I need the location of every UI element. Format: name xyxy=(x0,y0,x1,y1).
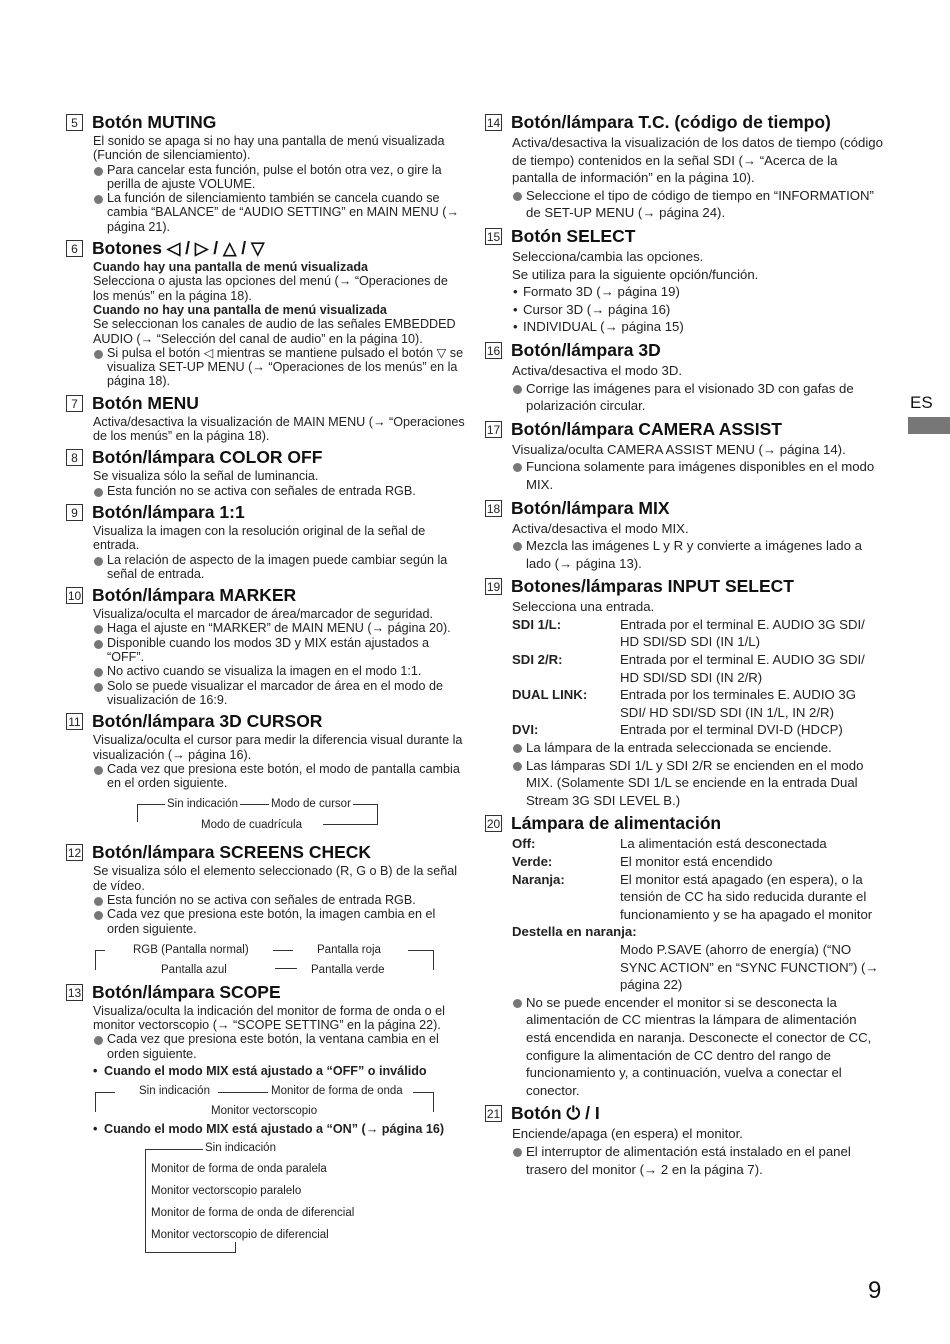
section-number: 9 xyxy=(66,504,83,521)
diagram-label: Pantalla verde xyxy=(311,963,385,976)
diagram-line xyxy=(235,1241,236,1253)
definition-term: Verde: xyxy=(512,854,553,869)
section-body xyxy=(512,520,885,573)
bullet-item: Esta función no se activa con señales de entrada RGB. xyxy=(93,484,466,498)
section-body xyxy=(93,260,466,389)
bullet-item: No se puede encender el monitor si se desconecta la alimentación de CC mientras la lámpara de alimentación está encendida en naranja. Desconecte el conector de CC, configure la alimentación de CC dentro del rango de funcionamiento y, a continuación, vuelva a conectar el conector. xyxy=(512,994,885,1100)
section-body xyxy=(93,134,466,234)
diagram-line xyxy=(145,1149,203,1150)
bullet-item: Si pulsa el botón ◁ mientras se mantiene pulsado el botón ▽ se visualiza SET-UP MENU (→ “Operaciones de los menús” en la página 18). xyxy=(93,346,466,389)
bullet-item: Funciona solamente para imágenes disponibles en el modo MIX. xyxy=(512,458,885,493)
subheading: Cuando hay una pantalla de menú visualizada xyxy=(93,260,369,275)
bullet-item: Disponible cuando los modos 3D y MIX están ajustados a “OFF”. xyxy=(93,636,466,665)
section-14 xyxy=(485,112,885,222)
section-number: 14 xyxy=(486,116,501,130)
section-body xyxy=(512,134,885,222)
section-5 xyxy=(66,112,466,234)
section-number: 6 xyxy=(66,240,83,257)
section-header xyxy=(485,340,885,361)
section-header xyxy=(66,982,466,1003)
bullet-item: Corrige las imágenes para el visionado 3D con gafas de polarización circular. xyxy=(512,380,885,415)
section-number: 5 xyxy=(66,114,83,131)
diagram-label: Modo de cuadrícula xyxy=(201,819,303,832)
section-20 xyxy=(485,813,885,1099)
paragraph: Activa/desactiva el modo 3D. xyxy=(512,362,683,378)
definition-value: Entrada por el terminal DVI-D (HDCP) xyxy=(620,722,843,738)
section-number: 10 xyxy=(67,589,82,604)
section-header xyxy=(485,813,885,834)
definition-row xyxy=(512,721,885,739)
section-body xyxy=(512,441,885,494)
definition-row xyxy=(512,686,885,721)
bullet-item: Cada vez que presiona este botón, la imagen cambia en el orden siguiente. xyxy=(93,907,466,936)
section-number: 11 xyxy=(66,713,83,730)
dot-item: • Cursor 3D (→ página 16) xyxy=(512,301,885,319)
bullet-item: No activo cuando se visualiza la imagen en el modo 1:1. xyxy=(93,664,466,678)
section-17 xyxy=(485,419,885,494)
section-21 xyxy=(485,1103,885,1178)
definition-value: La alimentación está desconectada xyxy=(620,836,827,852)
definition-term: SDI 2/R: xyxy=(512,652,563,668)
section-8 xyxy=(66,447,466,498)
subheading: Destella en naranja: xyxy=(512,924,637,940)
diagram-label: Pantalla azul xyxy=(161,963,227,976)
section-body xyxy=(93,733,466,838)
diagram-line xyxy=(408,950,433,951)
definition-row xyxy=(512,853,885,871)
diagram-label: Monitor vectorscopio xyxy=(211,1105,318,1118)
section-header xyxy=(66,447,466,468)
bullet-item: El interruptor de alimentación está instalado en el panel trasero del monitor (→ 2 en la página 7). xyxy=(512,1143,885,1178)
paragraph: Selecciona o ajusta las opciones del menú (→ “Operaciones de los menús” en la página 18). xyxy=(93,274,448,303)
bullet-item: Mezcla las imágenes L y R y convierte a imágenes lado a lado (→ página 13). xyxy=(512,537,885,572)
section-11 xyxy=(66,711,466,838)
section-header xyxy=(485,419,885,440)
bullet-item: Esta función no se activa con señales de entrada RGB. xyxy=(93,893,466,907)
section-15 xyxy=(485,226,885,336)
diagram-line xyxy=(433,1092,434,1112)
diagram-label: Monitor de forma de onda paralela xyxy=(151,1162,327,1175)
section-number: 19 xyxy=(486,580,501,595)
section-body xyxy=(512,362,885,415)
diagram-label: Pantalla roja xyxy=(317,943,381,956)
cursor-cycle-diagram xyxy=(93,794,466,838)
scope-on-label: • Cuando el modo MIX está ajustado a “ON” (→ página 16) xyxy=(93,1122,466,1136)
diagram-line xyxy=(95,950,96,970)
section-title: Botón/lámpara COLOR OFF xyxy=(92,447,323,468)
section-title: Botón/lámpara T.C. (código de tiempo) xyxy=(511,112,831,132)
section-title: Botón/lámpara 3D CURSOR xyxy=(92,711,323,732)
bullet-item: La función de silenciamiento también se cancela cuando se cambia “BALANCE” de “AUDIO SETTING” en MAIN MENU (→ página 21). xyxy=(93,191,466,234)
dot-item: • Formato 3D (→ página 19) xyxy=(512,283,885,301)
section-18 xyxy=(485,498,885,573)
bullet-item: Seleccione el tipo de código de tiempo en “INFORMATION” de SET-UP MENU (→ página 24). xyxy=(512,187,885,222)
section-title: Botón/lámpara MIX xyxy=(511,497,670,518)
definition-value: Entrada por el terminal E. AUDIO 3G SDI/ HD SDI/SD SDI (IN 2/R) xyxy=(620,652,865,685)
section-header xyxy=(485,498,885,519)
scope-on-diagram xyxy=(93,1141,466,1257)
paragraph: Se visualiza sólo el elemento seleccionado (R, G o B) de la señal de vídeo. xyxy=(93,864,458,893)
section-header xyxy=(66,711,466,732)
diagram-label: Modo de cursor xyxy=(271,798,351,811)
paragraph: Activa/desactiva la visualización de MAIN MENU (→ “Operaciones de los menús” en la página 18). xyxy=(93,414,465,444)
paragraph: Se seleccionan los canales de audio de las señales EMBEDDED AUDIO (→ “Selección del canal de audio” en la página 10). xyxy=(93,317,456,346)
section-title: Lámpara de alimentación xyxy=(511,813,722,834)
diagram-line xyxy=(218,1092,268,1093)
definition-value: El monitor está encendido xyxy=(620,854,773,869)
paragraph: Activa/desactiva el modo MIX. xyxy=(512,520,689,536)
diagram-line xyxy=(413,1092,433,1093)
section-13 xyxy=(66,982,466,1257)
section-title: Botones ◁ / ▷ / △ / ▽ xyxy=(92,238,265,259)
diagram-label: Sin indicación xyxy=(139,1085,210,1098)
diagram-line xyxy=(275,968,297,969)
diagram-line xyxy=(377,804,378,824)
definition-value: Entrada por el terminal E. AUDIO 3G SDI/ HD SDI/SD SDI (IN 1/L) xyxy=(620,616,865,650)
diagram-line xyxy=(145,1149,146,1253)
paragraph: Visualiza/oculta la indicación del monitor de forma de onda o el monitor vectorscopio (→ “SCOPE SETTING” en la página 22). xyxy=(93,1003,445,1033)
definition-row xyxy=(512,616,885,651)
page-number: 9 xyxy=(868,1277,882,1304)
section-header xyxy=(485,226,885,247)
section-body xyxy=(93,607,466,707)
section-title: Botón SELECT xyxy=(511,225,636,246)
paragraph: Visualiza la imagen con la resolución original de la señal de entrada. xyxy=(93,523,426,553)
section-body xyxy=(512,248,885,336)
bullet-item: La relación de aspecto de la imagen puede cambiar según la señal de entrada. xyxy=(93,553,466,582)
section-title: Botón MENU xyxy=(92,392,199,413)
section-16 xyxy=(485,340,885,415)
diagram-line xyxy=(273,950,293,951)
diagram-line xyxy=(137,804,138,822)
section-number: 18 xyxy=(486,501,501,516)
definition-term: Naranja: xyxy=(512,871,565,887)
paragraph: Visualiza/oculta CAMERA ASSIST MENU (→ página 14). xyxy=(512,441,846,457)
paragraph: Visualiza/oculta el cursor para medir la diferencia visual durante la visualización (→ página 16). xyxy=(93,733,463,762)
diagram-label: Monitor de forma de onda xyxy=(271,1085,403,1098)
diagram-line xyxy=(95,1092,115,1093)
section-body xyxy=(93,524,466,581)
section-header xyxy=(485,1103,885,1124)
section-header xyxy=(66,393,466,414)
section-body xyxy=(93,1004,466,1257)
dot-item: • INDIVIDUAL (→ página 15) xyxy=(512,318,885,336)
section-number: 21 xyxy=(486,1107,501,1122)
section-9 xyxy=(66,502,466,581)
section-body xyxy=(512,598,885,809)
screens-cycle-diagram xyxy=(93,940,466,978)
diagram-label: Monitor vectorscopio paralelo xyxy=(151,1184,302,1197)
section-body xyxy=(93,415,466,444)
bullet-item: Para cancelar esta función, pulse el botón otra vez, o gire la perilla de ajuste VOLUME. xyxy=(93,163,466,192)
scope-off-label: • Cuando el modo MIX está ajustado a “OFF” o inválido xyxy=(93,1064,466,1078)
definition-value: El monitor está apagado (en espera), o la tensión de CC ha sido reducida durante el funcionamiento y se ha apagado el monitor xyxy=(620,871,873,922)
diagram-label: Sin indicación xyxy=(205,1141,276,1154)
definition-value: Entrada por los terminales E. AUDIO 3G SDI/ HD SDI/SD SDI (IN 1/L, IN 2/R) xyxy=(620,687,857,720)
definition-term: SDI 1/L: xyxy=(512,616,562,632)
section-12 xyxy=(66,842,466,977)
section-title: Botón MUTING xyxy=(92,112,217,132)
section-number: 20 xyxy=(486,817,501,832)
indented-text: Modo P.SAVE (ahorro de energía) (“NO SYNC ACTION” en “SYNC FUNCTION”) (→ página 22) xyxy=(620,941,879,993)
section-title: Botón/lámpara 1:1 xyxy=(92,501,245,522)
section-title: Botón ⏻ / I xyxy=(511,1103,600,1124)
section-number: 13 xyxy=(67,985,82,1000)
paragraph: Se utiliza para la siguiente opción/función. xyxy=(512,266,759,282)
diagram-line xyxy=(323,824,378,825)
paragraph: Visualiza/oculta el marcador de área/marcador de seguridad. xyxy=(93,607,433,622)
section-body xyxy=(93,864,466,977)
bullet-item: La lámpara de la entrada seleccionada se enciende. xyxy=(512,739,885,757)
diagram-line xyxy=(145,1252,235,1253)
bullet-item: Cada vez que presiona este botón, la ventana cambia en el orden siguiente. xyxy=(93,1032,466,1061)
section-7 xyxy=(66,393,466,444)
section-body xyxy=(512,1125,885,1178)
paragraph: Activa/desactiva la visualización de los datos de tiempo (código de tiempo) contenidos en la señal SDI (→ “Acerca de la pantalla de información” en la página 10). xyxy=(512,135,883,186)
section-header xyxy=(66,238,466,259)
definition-row xyxy=(512,871,885,924)
paragraph: Selecciona una entrada. xyxy=(512,599,655,615)
section-title: Botones/lámparas INPUT SELECT xyxy=(511,576,794,597)
subheading: Cuando no hay una pantalla de menú visualizada xyxy=(93,302,387,317)
definition-term: Off: xyxy=(512,836,536,852)
section-header xyxy=(66,842,466,863)
scope-off-diagram xyxy=(93,1082,466,1118)
section-number: 12 xyxy=(67,846,82,861)
section-body xyxy=(512,835,885,1099)
language-tab-label: ES xyxy=(910,393,933,412)
language-tab-bar xyxy=(908,417,950,434)
section-title: Botón/lámpara CAMERA ASSIST xyxy=(511,418,782,439)
diagram-label: RGB (Pantalla normal) xyxy=(133,943,249,956)
diagram-line xyxy=(95,1092,96,1112)
section-title: Botón/lámpara SCOPE xyxy=(92,981,281,1002)
paragraph: El sonido se apaga si no hay una pantalla de menú visualizada (Función de silenciamiento). xyxy=(93,134,445,163)
diagram-label: Monitor de forma de onda de diferencial xyxy=(151,1206,355,1219)
section-10 xyxy=(66,585,466,707)
section-header xyxy=(66,112,466,133)
definition-term: DVI: xyxy=(512,722,539,738)
section-header xyxy=(485,576,885,597)
section-number: 7 xyxy=(66,395,83,412)
section-title: Botón/lámpara MARKER xyxy=(92,585,297,606)
paragraph: Enciende/apaga (en espera) el monitor. xyxy=(512,1126,743,1142)
diagram-line xyxy=(433,950,434,970)
definition-row xyxy=(512,651,885,686)
section-header xyxy=(485,112,885,133)
section-title: Botón/lámpara 3D xyxy=(511,339,661,360)
diagram-line xyxy=(95,950,105,951)
diagram-label: Monitor vectorscopio de diferencial xyxy=(151,1228,329,1241)
section-number: 8 xyxy=(66,449,83,466)
section-title: Botón/lámpara SCREENS CHECK xyxy=(92,842,372,863)
section-number: 15 xyxy=(486,229,501,244)
section-header xyxy=(66,502,466,523)
definition-term: DUAL LINK: xyxy=(512,687,588,703)
bullet-item: Solo se puede visualizar el marcador de área en el modo de visualización de 16:9. xyxy=(93,679,466,708)
paragraph: Selecciona/cambia las opciones. xyxy=(512,248,704,264)
section-6 xyxy=(66,238,466,389)
section-19 xyxy=(485,576,885,809)
section-body xyxy=(93,469,466,498)
section-header xyxy=(66,585,466,606)
bullet-item: Haga el ajuste en “MARKER” de MAIN MENU (→ página 20). xyxy=(93,621,466,635)
bullet-item: Las lámparas SDI 1/L y SDI 2/R se encienden en el modo MIX. (Solamente SDI 1/L se enciende en la entrada Dual Stream 3G SDI LEVEL B.) xyxy=(512,757,885,810)
left-column xyxy=(66,112,466,1261)
section-number: 16 xyxy=(486,343,501,358)
section-number: 17 xyxy=(486,422,501,437)
paragraph: Se visualiza sólo la señal de luminancia. xyxy=(93,469,319,484)
definition-row xyxy=(512,835,885,853)
bullet-item: Cada vez que presiona este botón, el modo de pantalla cambia en el orden siguiente. xyxy=(93,762,466,791)
diagram-label: Sin indicación xyxy=(167,798,238,811)
right-column xyxy=(485,112,885,1182)
